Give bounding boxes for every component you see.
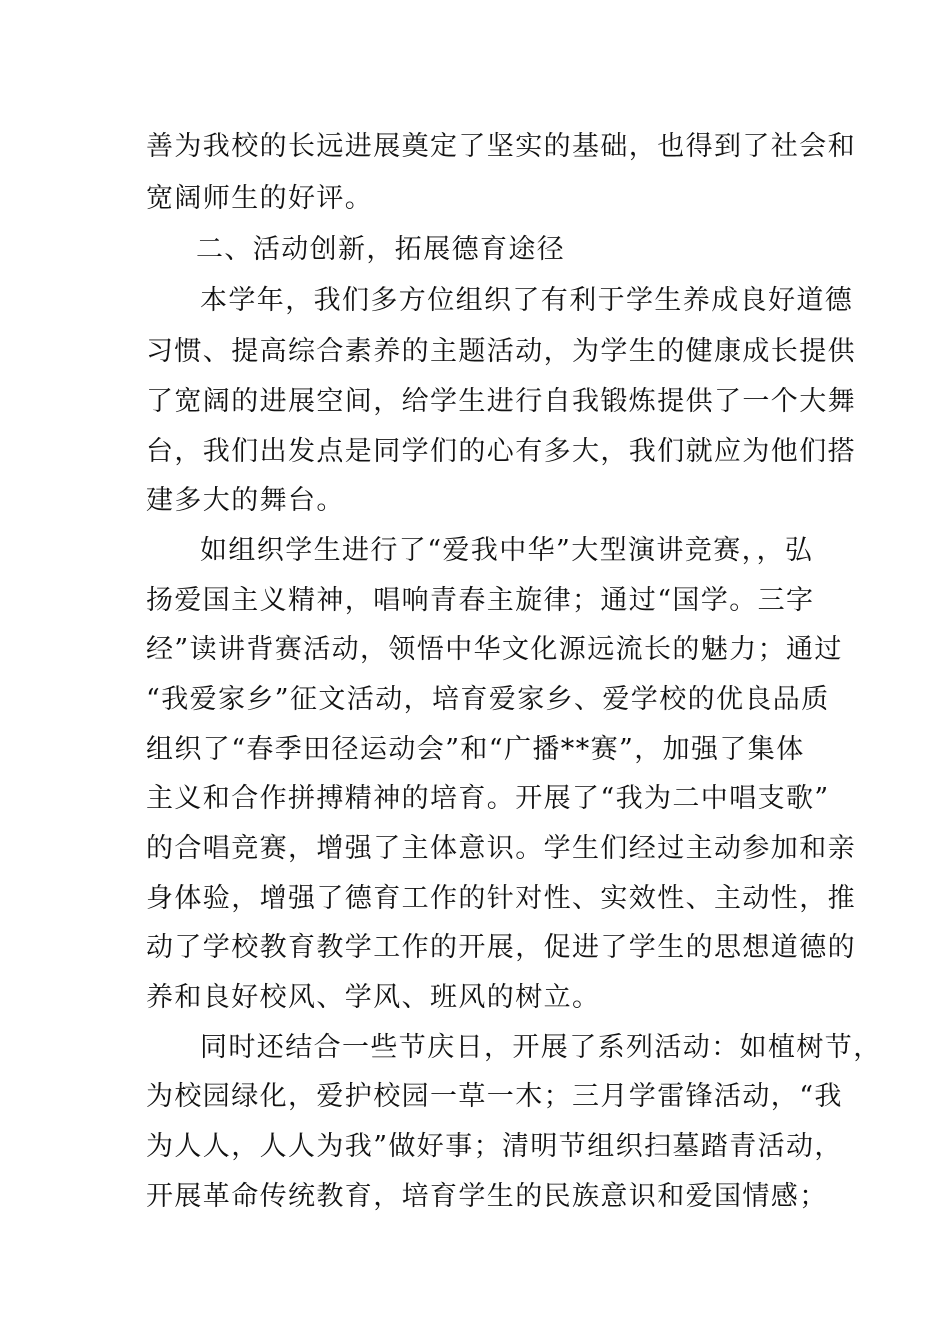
text-line: 扬爱国主义精神，唱响青春主旋律；通过“国学。三字: [146, 585, 815, 616]
text-line: 开展革命传统教育，培育学生的民族意识和爱国情感；: [146, 1181, 828, 1212]
text-line: 为人人，人人为我”做好事；清明节组织扫墓踏青活动，: [146, 1131, 843, 1162]
text-line: 本学年，我们多方位组织了有利于学生养成良好道德: [200, 285, 854, 316]
text-line: 身体验，增强了德育工作的针对性、实效性、主动性，推: [146, 883, 856, 914]
text-line: 善为我校的长远进展奠定了坚实的基础，也得到了社会和: [146, 131, 856, 162]
text-line: 为校园绿化，爱护校园一草一木；三月学雷锋活动，“我: [146, 1081, 843, 1112]
text-line: 的合唱竞赛，增强了主体意识。学生们经过主动参加和亲: [146, 833, 856, 864]
section-heading: 二、活动创新，拓展德育途径: [196, 234, 566, 265]
text-line: 组织了“春季田径运动会”和“广播**赛”，加强了集体: [146, 734, 805, 765]
text-line: 动了学校教育教学工作的开展，促进了学生的思想道德的: [146, 932, 856, 963]
text-line: 同时还结合一些节庆日，开展了系列活动：如植树节，: [200, 1032, 882, 1063]
text-line: 台，我们出发点是同学们的心有多大，我们就应为他们搭: [146, 436, 856, 467]
text-line: 如组织学生进行了“爱我中华”大型演讲竞赛，，弘: [200, 535, 814, 566]
text-line: 了宽阔的进展空间，给学生进行自我锻炼提供了一个大舞: [146, 386, 856, 417]
text-line: 宽阔师生的好评。: [146, 183, 374, 214]
text-line: 主义和合作拼搏精神的培育。开展了“我为二中唱支歌”: [146, 783, 830, 814]
text-line: 建多大的舞台。: [146, 485, 345, 516]
text-line: 习惯、提高综合素养的主题活动，为学生的健康成长提供: [146, 336, 856, 367]
text-line: 养和良好校风、学风、班风的树立。: [146, 982, 601, 1013]
text-line: 经”读讲背赛活动，领悟中华文化源远流长的魅力；通过: [146, 634, 843, 665]
text-line: “我爱家乡”征文活动，培育爱家乡、爱学校的优良品质: [146, 684, 830, 715]
